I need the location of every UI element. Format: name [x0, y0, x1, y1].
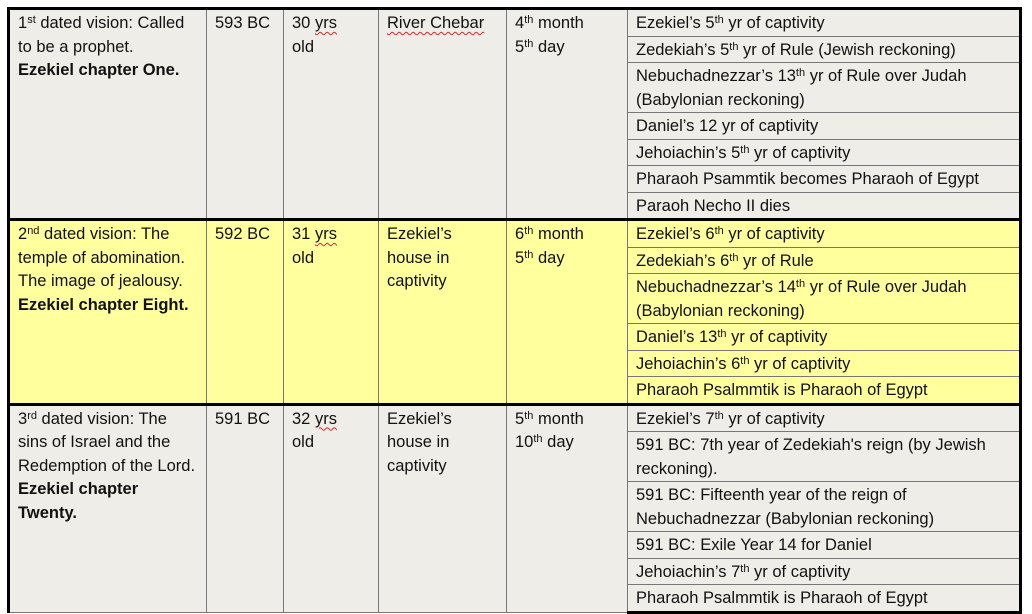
vision-2-description [9, 220, 207, 405]
vision-2-ordinal-suffix: nd [27, 225, 40, 237]
vision-2-fact-1 [628, 220, 1021, 248]
fact-text: Jehoiachin’s 7 [636, 562, 741, 581]
fact-text: Jehoiachin’s 5 [636, 143, 741, 162]
fact-sup: th [714, 225, 724, 237]
vision-2-ordinal: 2 [18, 225, 28, 243]
vision-1-title: dated vision: Called to be a prophet. [18, 14, 185, 56]
vision-2-block [9, 220, 1021, 405]
vision-1-place [379, 9, 507, 220]
vision-1-age-number: 30 [292, 14, 311, 32]
fact-sup: th [729, 40, 739, 53]
fact-text: Pharaoh Psalmmtik is Pharaoh of Egypt [636, 589, 928, 607]
vision-1-fact-5 [628, 139, 1021, 166]
vision-2-fact-3 [628, 274, 1021, 324]
vision-3-age-number: 32 [292, 409, 311, 428]
vision-1-row [9, 9, 1021, 37]
vision-3-age [284, 404, 379, 612]
fact-sup: th [740, 354, 750, 367]
vision-1-place-text: River Chebar [387, 14, 485, 32]
vision-2-day-num: 5 [515, 248, 525, 267]
vision-1-fact-3 [628, 63, 1021, 113]
fact-text: Pharaoh Psammtik becomes Pharaoh of Egypt [636, 170, 980, 188]
fact-text-end: yr of captivity [726, 328, 828, 346]
fact-text: Zedekiah’s 6 [636, 251, 730, 270]
vision-1-age-suffix: old [292, 37, 315, 56]
vision-2-age-suffix: old [292, 248, 315, 267]
vision-3-day-word: day [547, 433, 574, 451]
vision-3-description [9, 404, 207, 612]
vision-2-chapter: Ezekiel chapter Eight. [18, 295, 189, 314]
vision-2-age [284, 220, 379, 405]
fact-text-end: yr of Rule [738, 251, 814, 270]
vision-3-month-sup: th [524, 409, 534, 422]
fact-sup: th [795, 67, 806, 79]
vision-1-chapter: Ezekiel chapter One. [18, 61, 180, 79]
vision-2-month-num: 6 [515, 225, 525, 243]
fact-sup: th [729, 251, 739, 264]
fact-text-end: yr of captivity [749, 354, 851, 373]
vision-2-fact-4 [628, 324, 1021, 351]
fact-sup: th [714, 14, 724, 26]
vision-2-age-number: 31 [292, 225, 311, 243]
vision-3-day-sup: th [533, 433, 543, 445]
vision-3-block [9, 404, 1021, 612]
vision-2-place: Ezekiel’s house in captivity [379, 220, 507, 405]
vision-3-ordinal: 3 [18, 409, 28, 428]
vision-3-fact-2 [628, 432, 1021, 482]
fact-text: Ezekiel’s 6 [636, 225, 715, 243]
vision-3-ordinal-suffix: rd [27, 409, 37, 422]
vision-3-day-num: 10 [515, 433, 534, 451]
vision-1-age [284, 9, 379, 220]
vision-1-description [9, 9, 207, 220]
vision-2-row [9, 220, 1021, 248]
fact-text: 591 BC: Exile Year 14 for Daniel [636, 536, 872, 554]
vision-1-fact-6 [628, 166, 1021, 193]
fact-text-end: yr of captivity [721, 117, 819, 135]
vision-3-title: dated vision: The sins of Israel and the Redemption of the Lord. [18, 409, 196, 475]
fact-sup: th [740, 143, 750, 156]
fact-text: Pharaoh Psalmmtik is Pharaoh of Egypt [636, 381, 928, 399]
fact-text: Nebuchadnezzar’s 14 [636, 278, 796, 296]
vision-2-year: 592 BC [207, 220, 284, 405]
fact-sup: th [717, 328, 727, 340]
vision-1-month-sup: th [524, 14, 534, 26]
vision-1-day-word: day [537, 37, 565, 56]
fact-text: Paraoh Necho II dies [636, 196, 791, 215]
vision-3-date [507, 404, 628, 612]
vision-1-ordinal-suffix: st [27, 14, 36, 26]
vision-1-fact-7 [628, 192, 1021, 220]
vision-table [7, 7, 1022, 614]
fact-text: Jehoiachin’s 6 [636, 354, 741, 373]
vision-2-month-word: month [537, 225, 584, 243]
fact-sup: th [714, 409, 724, 422]
vision-1-age-unit: yrs [314, 14, 337, 32]
fact-text-end: yr of captivity [723, 225, 825, 243]
fact-text: Nebuchadnezzar’s 13 [636, 67, 796, 85]
vision-2-fact-2 [628, 247, 1021, 274]
fact-text: Ezekiel’s 7 [636, 409, 715, 428]
fact-text: Daniel’s 13 [636, 328, 718, 346]
vision-2-title: dated vision: The temple of abomination. The image of jealousy. [18, 225, 185, 290]
vision-3-row [9, 404, 1021, 432]
vision-2-fact-6 [628, 377, 1021, 405]
vision-1-day-sup: th [524, 37, 534, 50]
vision-1-block [9, 9, 1021, 220]
vision-1-month-word: month [537, 14, 584, 32]
vision-1-fact-1 [628, 9, 1021, 37]
vision-3-chapter: Ezekiel chapter Twenty. [18, 480, 139, 522]
vision-1-year: 593 BC [207, 9, 284, 220]
vision-3-year: 591 BC [207, 404, 284, 612]
fact-text: Ezekiel’s 5 [636, 14, 715, 32]
fact-sup: th [740, 562, 750, 575]
fact-text-end: yr of captivity [749, 562, 851, 581]
vision-2-day-sup: th [524, 248, 534, 261]
vision-2-fact-5 [628, 350, 1021, 377]
vision-1-fact-2 [628, 36, 1021, 63]
fact-text-end: yr of Rule over Judah (Babylonian reckoning) [636, 278, 967, 320]
fact-text-end: yr of Rule over Judah (Babylonian reckoning) [636, 67, 967, 109]
vision-2-day-word: day [537, 248, 565, 267]
vision-2-month-sup: th [524, 225, 534, 237]
fact-text: 591 BC: 7th year of Zedekiah's reign (by Jewish reckoning). [636, 436, 986, 478]
fact-sup: th [795, 278, 806, 290]
vision-3-age-suffix: old [292, 433, 315, 451]
vision-1-date [507, 9, 628, 220]
fact-text-end: yr of captivity [723, 14, 825, 32]
vision-3-fact-1 [628, 404, 1021, 432]
fact-text-end: yr of Rule (Jewish reckoning) [738, 40, 956, 59]
vision-3-fact-4 [628, 532, 1021, 559]
vision-3-fact-5 [628, 558, 1021, 585]
vision-3-fact-3 [628, 482, 1021, 532]
vision-3-fact-6 [628, 585, 1021, 613]
fact-text-end: yr of captivity [749, 143, 851, 162]
vision-1-ordinal: 1 [18, 14, 28, 32]
vision-1-month-num: 4 [515, 14, 525, 32]
vision-3-age-unit: yrs [314, 409, 337, 428]
fact-text: 591 BC: Fifteenth year of the reign of Nebuchadnezzar (Babylonian reckoning) [636, 486, 935, 528]
vision-1-day-num: 5 [515, 37, 525, 56]
vision-3-month-num: 5 [515, 409, 525, 428]
vision-3-place: Ezekiel’s house in captivity [379, 404, 507, 612]
vision-3-month-word: month [537, 409, 584, 428]
fact-text: Zedekiah’s 5 [636, 40, 730, 59]
fact-text: Daniel’s 12 [636, 117, 722, 135]
fact-text-end: yr of captivity [723, 409, 825, 428]
vision-1-fact-4 [628, 113, 1021, 140]
vision-2-age-unit: yrs [314, 225, 337, 243]
vision-2-date [507, 220, 628, 405]
